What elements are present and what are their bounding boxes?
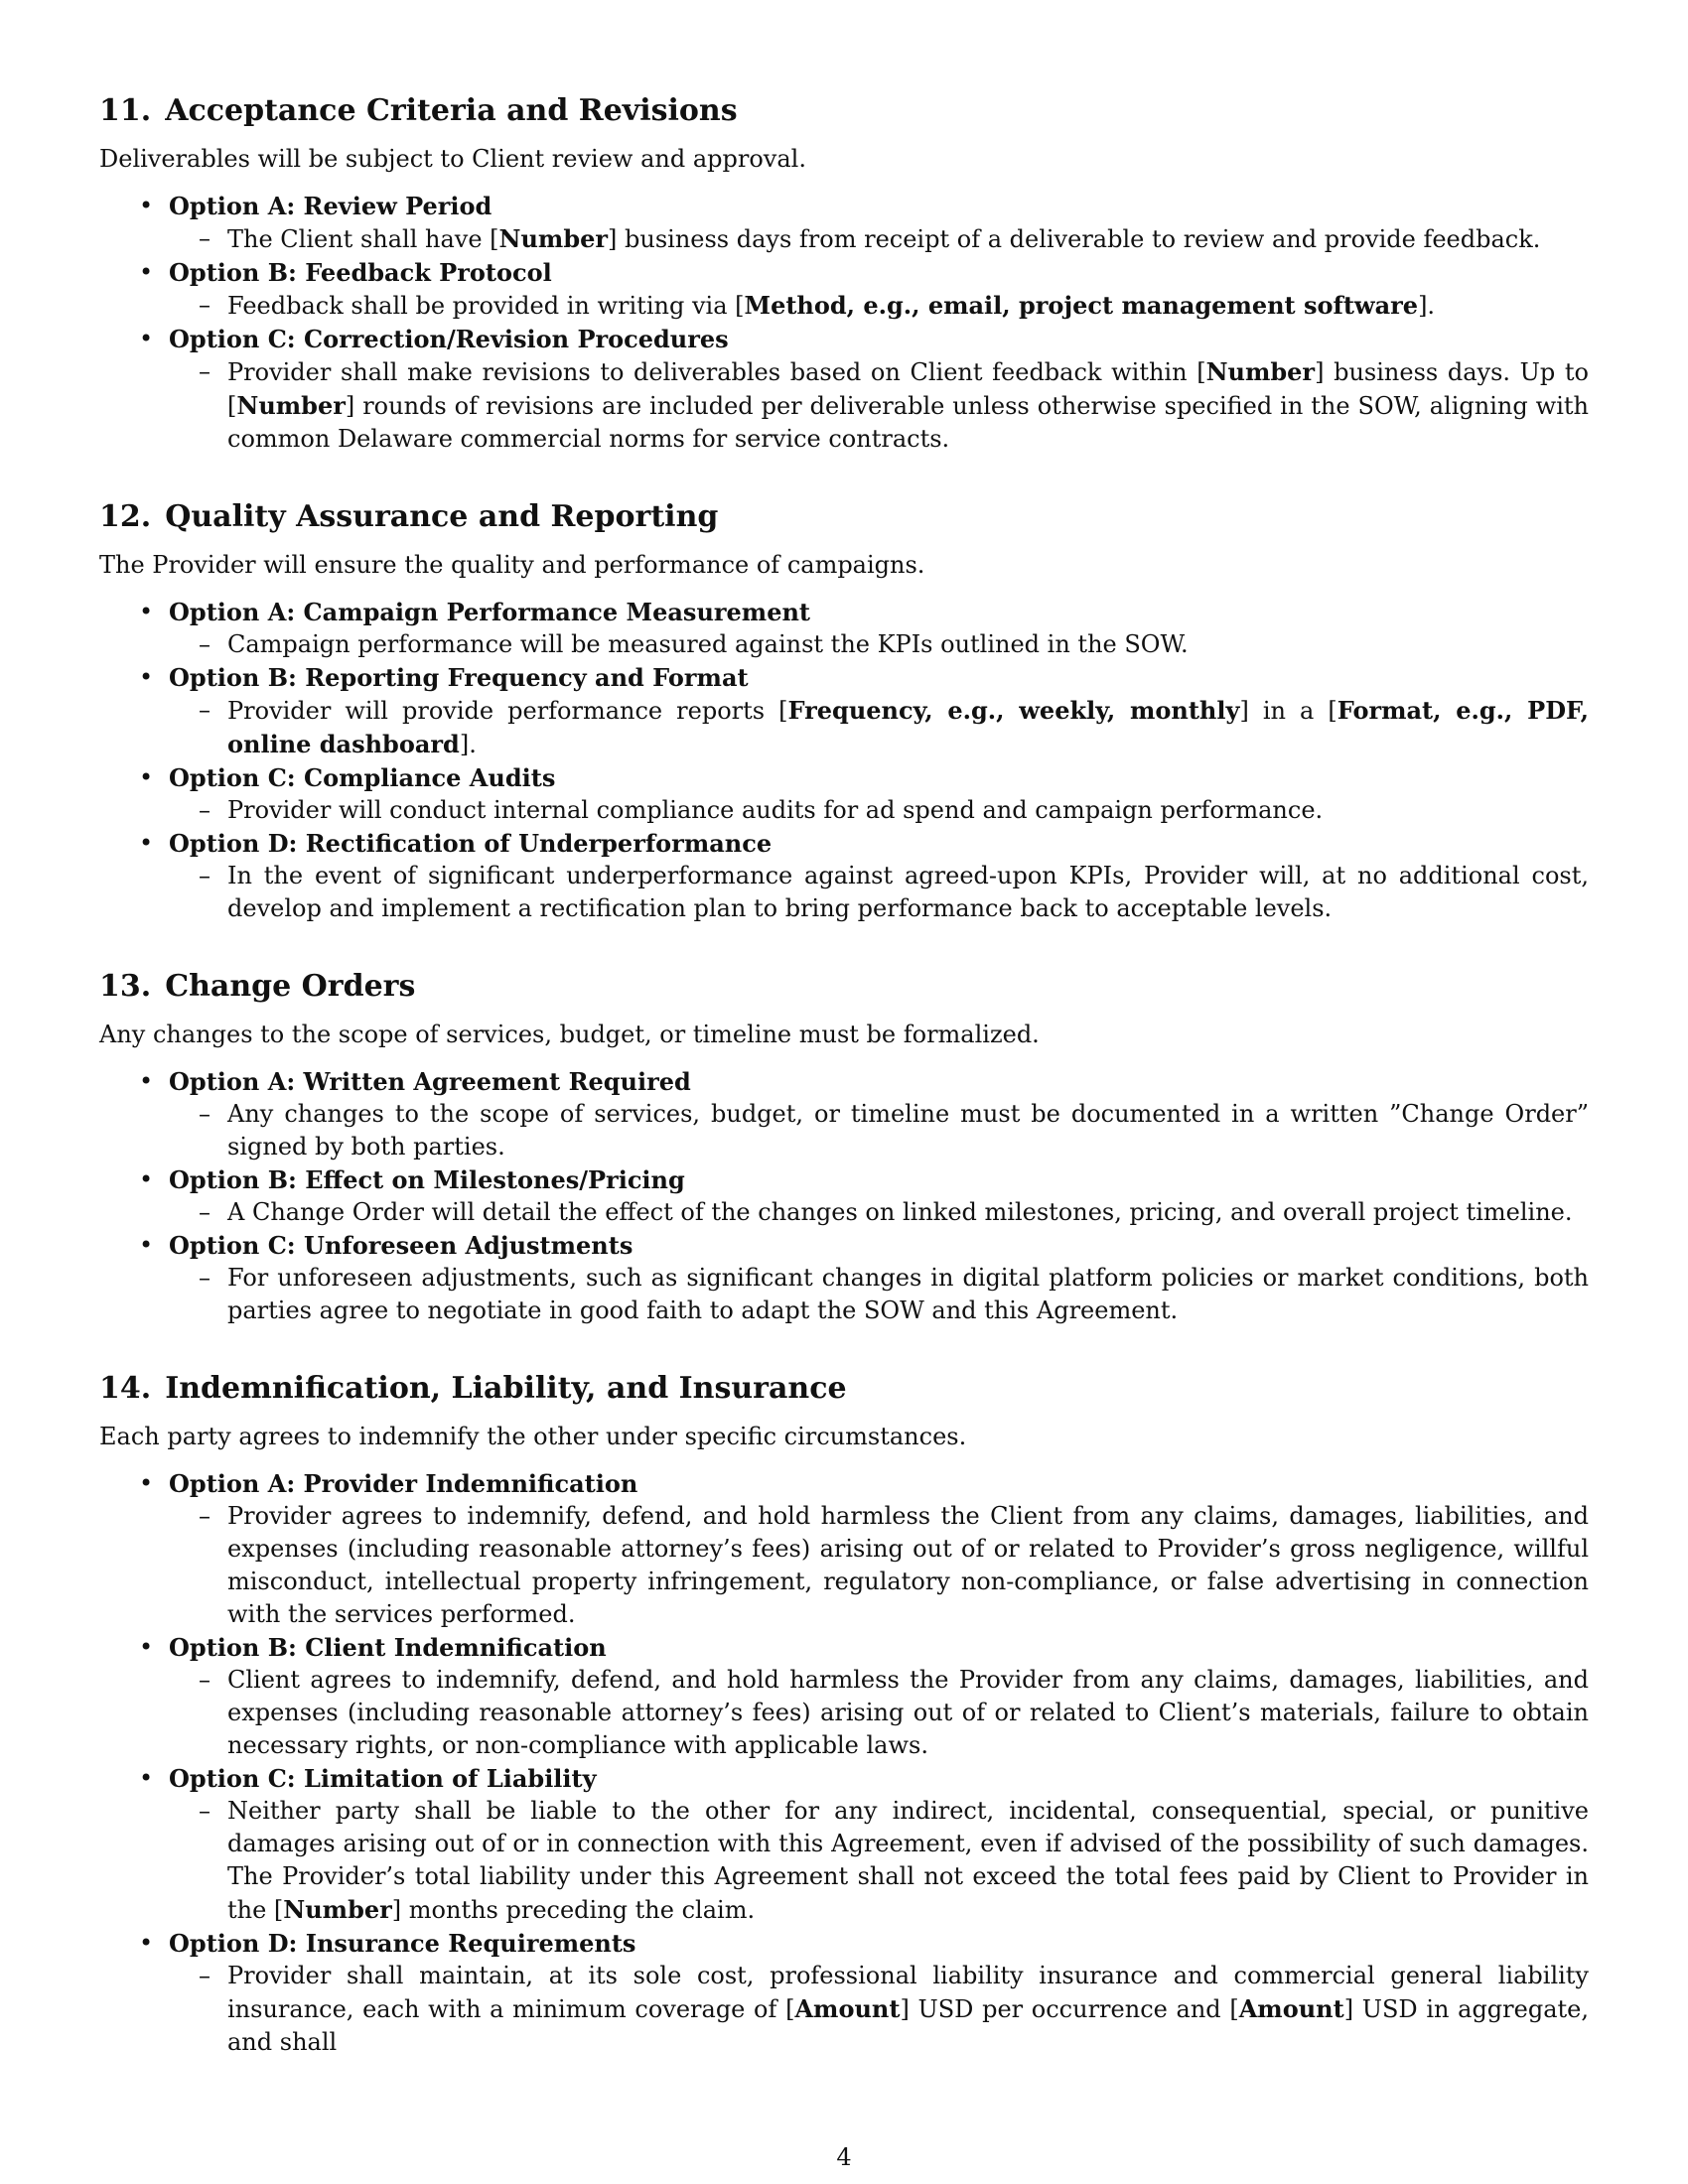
section-acceptance-criteria [99, 91, 1589, 456]
option-body [169, 694, 1589, 761]
body-text: Campaign performance will be measured against the KPIs outlined in the SOW. [227, 630, 1189, 658]
section-quality-assurance [99, 497, 1589, 925]
body-text: In the event of significant underperformance against agreed-upon KPIs, Provider will, at no additional cost, develop and implement a rectification plan to bring performance back to acceptable levels. [227, 862, 1589, 922]
body-text: ] rounds of revisions are included per deliverable unless otherwise specified in the SOW, aligning with common Delaware commercial norms for service contracts. [227, 392, 1589, 453]
option-item [99, 1229, 1589, 1327]
body-text: ] USD in aggregate, and shall [227, 1995, 1589, 2056]
option-title: • Option C: Unforeseen Adjustments [169, 1231, 633, 1260]
option-title: • Option C: Compliance Audits [169, 763, 556, 792]
document-page [99, 91, 1589, 2101]
option-body [169, 794, 1589, 827]
placeholder-term: Number [283, 1895, 392, 1924]
option-body [169, 222, 1589, 256]
option-item [99, 1631, 1589, 1762]
option-item [99, 256, 1589, 323]
option-item [99, 1065, 1589, 1163]
option-title: • Option C: Correction/Revision Procedures [169, 325, 729, 353]
option-item [99, 323, 1589, 456]
option-title: • Option A: Written Agreement Required [169, 1067, 691, 1096]
option-title: • Option B: Effect on Milestones/Pricing [169, 1165, 685, 1194]
body-text: ] USD per occurrence and [ [900, 1995, 1239, 2023]
option-item [99, 827, 1589, 925]
section-change-orders [99, 967, 1589, 1327]
option-item [99, 1163, 1589, 1229]
body-text: ] business days. Up to [ [227, 358, 1590, 420]
option-body [169, 1795, 1589, 1927]
option-body [169, 1196, 1589, 1229]
section-intro: Each party agrees to indemnify the other under specific circumstances. [99, 1423, 967, 1450]
body-text: ] months preceding the claim. [391, 1896, 756, 1924]
body-text: Provider agrees to indemnify, defend, and hold harmless the Client from any claims, damages, liabilities, and expenses (including reasonable attorney’s fees) arising out of or related to Provider’s gross negligence, willful misconduct, intellectual property infringement, regulatory non-compliance, or false advertising in connection with the services performed. [227, 1502, 1589, 1628]
option-body [169, 628, 1589, 661]
option-item [99, 1762, 1589, 1927]
placeholder-term: Number [236, 391, 346, 420]
placeholder-term: Amount [794, 1994, 901, 2023]
option-body [169, 1664, 1589, 1762]
section-number: 13. [99, 969, 152, 1004]
option-item [99, 761, 1589, 827]
option-item [99, 661, 1589, 761]
placeholder-term: Number [498, 224, 609, 253]
section-number: 14. [99, 1371, 152, 1406]
option-body [169, 1500, 1589, 1631]
body-text: ]. [1418, 292, 1436, 320]
option-list [99, 1065, 1589, 1327]
section-heading [99, 1369, 1589, 1409]
body-text: Provider will conduct internal compliance audits for ad spend and campaign performance. [227, 796, 1324, 824]
option-item [99, 596, 1589, 661]
section-title: Change Orders [165, 969, 416, 1004]
placeholder-term: Amount [1238, 1994, 1344, 2023]
body-text: Client agrees to indemnify, defend, and hold harmless the Provider from any claims, damages, liabilities, and expenses (including reasonable attorney’s fees) arising out of or related to Client’s materials, failure to obtain necessary rights, or non-compliance with applicable laws. [227, 1666, 1589, 1759]
section-intro: Any changes to the scope of services, budget, or timeline must be formalized. [99, 1021, 1040, 1048]
section-heading [99, 967, 1589, 1007]
option-list [99, 1467, 1589, 2059]
option-body [169, 860, 1589, 925]
section-number: 12. [99, 499, 152, 534]
body-text: A Change Order will detail the effect of the changes on linked milestones, pricing, and overall project timeline. [227, 1198, 1573, 1226]
option-body [169, 1960, 1589, 2059]
option-title: • Option D: Rectification of Underperformance [169, 829, 773, 858]
option-title: • Option C: Limitation of Liability [169, 1764, 597, 1793]
option-list [99, 596, 1589, 925]
option-body [169, 1262, 1589, 1327]
section-heading [99, 497, 1589, 537]
option-item [99, 190, 1589, 256]
section-heading [99, 91, 1589, 131]
body-text: Feedback shall be provided in writing via [ [227, 292, 745, 320]
section-number: 11. [99, 93, 152, 128]
section-title: Acceptance Criteria and Revisions [165, 93, 738, 128]
option-body [169, 355, 1589, 456]
page-number: 4 [836, 2143, 852, 2171]
option-title: • Option B: Reporting Frequency and Format [169, 663, 749, 692]
option-list [99, 190, 1589, 456]
section-indemnification [99, 1369, 1589, 2059]
placeholder-term: Format, e.g., PDF, online dashboard [227, 696, 1589, 758]
section-intro: Deliverables will be subject to Client review and approval. [99, 145, 806, 173]
section-title: Indemnification, Liability, and Insurance [165, 1371, 847, 1406]
option-title: • Option D: Insurance Requirements [169, 1929, 636, 1958]
option-title: • Option B: Feedback Protocol [169, 258, 552, 287]
option-title: • Option A: Provider Indemnification [169, 1469, 638, 1498]
option-item [99, 1467, 1589, 1631]
option-title: • Option B: Client Indemnification [169, 1633, 607, 1662]
option-item [99, 1927, 1589, 2059]
body-text: ] business days from receipt of a deliverable to review and provide feedback. [608, 225, 1541, 253]
body-text: Provider will provide performance reports [ [227, 697, 788, 725]
body-text: Any changes to the scope of services, budget, or timeline must be documented in a written ”Change Order” signed by both parties. [227, 1100, 1589, 1160]
body-text: ] in a [ [1239, 697, 1337, 725]
option-body [169, 289, 1589, 323]
body-text: The Client shall have [ [227, 225, 499, 253]
placeholder-term: Method, e.g., email, project management software [744, 291, 1419, 320]
option-title: • Option A: Campaign Performance Measurement [169, 598, 811, 626]
option-body [169, 1098, 1589, 1163]
body-text: Neither party shall be liable to the other for any indirect, incidental, consequential, special, or punitive damages arising out of or in connection with this Agreement, even if advised of the possibility of such damages. The Provider’s total liability under this Agreement shall not exceed the total fees paid by Client to Provider in the [ [227, 1797, 1589, 1924]
body-text: Provider shall make revisions to deliverables based on Client feedback within [ [227, 358, 1206, 386]
body-text: ]. [459, 731, 477, 758]
section-title: Quality Assurance and Reporting [165, 499, 719, 534]
placeholder-term: Number [1205, 357, 1316, 386]
section-intro: The Provider will ensure the quality and performance of campaigns. [99, 551, 925, 579]
placeholder-term: Frequency, e.g., weekly, monthly [787, 696, 1240, 725]
body-text: Provider shall maintain, at its sole cost, professional liability insurance and commercial general liability insurance, each with a minimum coverage of [ [227, 1962, 1589, 2023]
body-text: For unforeseen adjustments, such as significant changes in digital platform policies or market conditions, both parties agree to negotiate in good faith to adapt the SOW and this Agreement. [227, 1264, 1589, 1324]
option-title: • Option A: Review Period [169, 192, 492, 220]
